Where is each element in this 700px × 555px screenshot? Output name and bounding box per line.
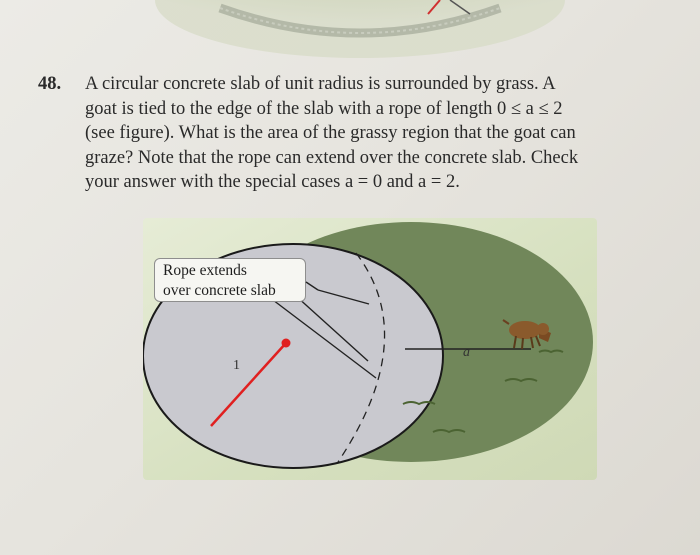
rope-length-label: a <box>463 345 470 360</box>
slab-center-dot <box>282 339 291 348</box>
problem-text-line-5: your answer with the special cases a = 0 and a = 2. <box>85 172 460 192</box>
problem-text-line-1: A circular concrete slab of unit radius is surrounded by grass. A <box>85 74 556 94</box>
problem-number: 48. <box>38 74 62 94</box>
problem-text-line-2: goat is tied to the edge of the slab with a rope of length 0 ≤ a ≤ 2 <box>85 98 563 119</box>
rope-callout <box>154 258 306 302</box>
radius-label: 1 <box>233 358 240 373</box>
problem-text-line-4: graze? Note that the rope can extend over the concrete slab. Check <box>85 147 579 168</box>
callout-line-1: Rope extends <box>163 262 247 279</box>
callout-line-2: over concrete slab <box>163 282 276 299</box>
problem-text-line-3: (see figure). What is the area of the grassy region that the goat can <box>85 123 576 143</box>
previous-figure-fence <box>150 0 570 62</box>
